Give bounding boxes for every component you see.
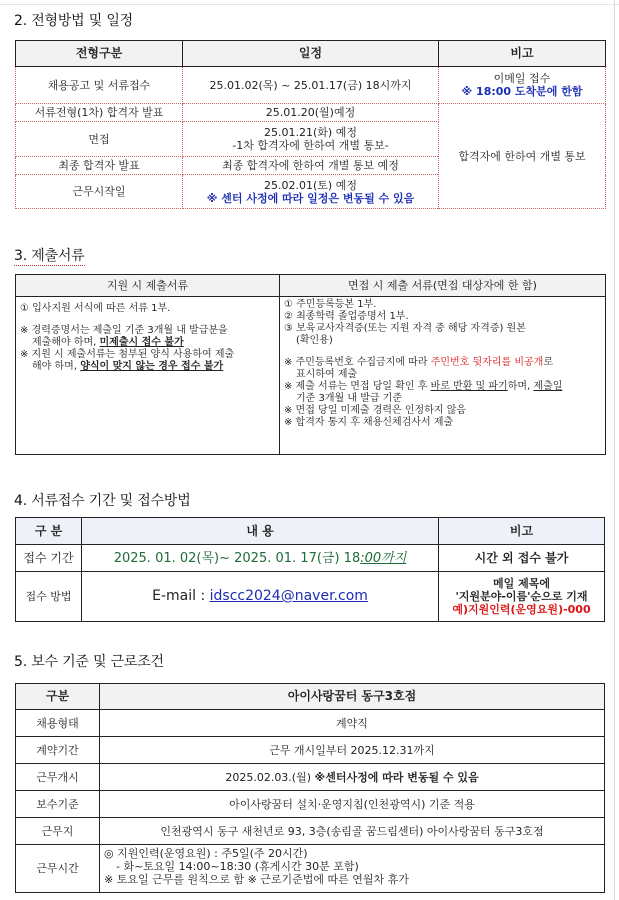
- doc-item: ① 주민등록등본 1부.: [284, 299, 377, 310]
- table-row: [16, 572, 605, 622]
- row-label: 접수 기간: [16, 545, 82, 572]
- row-schedule: [183, 122, 439, 157]
- row-label: 서류전형(1차) 합격자 발표: [16, 104, 183, 122]
- section-4-title: 4. 서류접수 기간 및 접수방법: [14, 493, 191, 509]
- submission-method: [82, 572, 439, 622]
- table-row: [16, 104, 606, 122]
- header-category: 구분: [16, 684, 100, 710]
- doc-note: ※ 경력증명서는 제출일 기준 3개월 내 발급분을: [20, 325, 228, 336]
- row-label: 근무시작일: [16, 175, 183, 209]
- note-deadline: ※ 18:00 도착분에 한함: [461, 85, 583, 98]
- header-note: 비고: [439, 518, 605, 545]
- doc-note: ※ 제출 서류는 면접 당일 확인 후 바로 반환 및 파기하며, 제출일: [284, 381, 563, 392]
- row-label: 계약기간: [16, 737, 100, 764]
- hours-line: - 화~토요일 14:00~18:30 (휴게시간 30분 포함): [116, 860, 359, 873]
- email-label: E-mail :: [152, 588, 210, 604]
- header-category: 전형구분: [16, 41, 183, 67]
- doc-note: 표시하여 제출: [296, 369, 358, 380]
- row-value: 2025.02.03.(월) ※센터사정에 따라 변동될 수 있음: [100, 764, 605, 791]
- row-label: 최종 합격자 발표: [16, 157, 183, 175]
- table-row: [16, 845, 605, 893]
- header-type: 구 분: [16, 518, 82, 545]
- row-label: 채용공고 및 서류접수: [16, 67, 183, 104]
- page-right-edge: [614, 0, 615, 900]
- note-email: 이메일 접수: [493, 72, 551, 85]
- page-top-edge: [0, 0, 619, 5]
- table-row: [16, 764, 605, 791]
- submission-period: 2025. 01. 02(목)~ 2025. 01. 17(금) 18:00까지: [82, 545, 439, 572]
- section-3-title: 3. 제출서류: [14, 248, 85, 264]
- row-schedule: 25.01.20(월)예정: [183, 104, 439, 122]
- row-label: 보수기준: [16, 791, 100, 818]
- header-interview-docs: 면접 시 제출 서류(면접 대상자에 한 함): [280, 275, 606, 297]
- row-label: 근무개시: [16, 764, 100, 791]
- table-row: [16, 545, 605, 572]
- row-value: 근무 개시일부터 2025.12.31까지: [100, 737, 605, 764]
- doc-note: ※ 면접 당일 미제출 경력은 인정하지 않음: [284, 405, 467, 416]
- row-schedule: 최종 합격자에 한하여 개별 통보 예정: [183, 157, 439, 175]
- row-schedule: [183, 175, 439, 209]
- doc-note: 제출해야 하며, 미제출시 접수 불가: [32, 337, 184, 348]
- schedule-line: -1차 합격자에 한하여 개별 통보-: [232, 139, 389, 152]
- row-label: 채용형태: [16, 710, 100, 737]
- schedule-line: 25.01.21(화) 예정: [264, 126, 357, 139]
- interview-docs-cell: [280, 297, 606, 455]
- period-note: 시간 외 접수 불가: [439, 545, 605, 572]
- row-value: 아이사랑꿈터 설치·운영지침(인천광역시) 기준 적용: [100, 791, 605, 818]
- header-center: 아이사랑꿈터 동구3호점: [100, 684, 605, 710]
- conditions-table: [15, 683, 605, 893]
- doc-note: 기준 3개월 내 발급 기준: [296, 393, 403, 404]
- doc-note: ※ 합격자 통지 후 채용신체검사서 제출: [284, 417, 454, 428]
- header-content: 내 용: [82, 518, 439, 545]
- row-label: 근무지: [16, 818, 100, 845]
- submission-table: [15, 517, 605, 622]
- hours-line: ◎ 지원인력(운영요원) : 주5일(주 20시간): [104, 847, 308, 860]
- doc-item: ② 최종학력 졸업증명서 1부.: [284, 311, 409, 322]
- doc-item: (확인용): [296, 335, 333, 346]
- section-5-title: 5. 보수 기준 및 근로조건: [14, 654, 164, 670]
- table-row: [16, 737, 605, 764]
- row-value: 계약직: [100, 710, 605, 737]
- schedule-line: 25.02.01(토) 예정: [264, 178, 357, 192]
- hours-line: ※ 토요일 근무를 원칙으로 함 ※ 근로기준법에 따른 연월차 휴가: [104, 873, 409, 886]
- note-line: '지원분야-이름'순으로 기재: [455, 590, 588, 603]
- doc-item: ① 입사지원 서식에 따른 서류 1부.: [20, 303, 171, 314]
- note-line: 메일 제목에: [493, 577, 550, 590]
- section-2-title: 2. 전형방법 및 일정: [14, 13, 133, 29]
- row-note: [439, 67, 606, 104]
- doc-note: 해야 하며, 양식이 맞지 않는 경우 접수 불가: [32, 361, 224, 372]
- table-row: [16, 791, 605, 818]
- doc-note: ※ 주민등록번호 수집금지에 따라 주민번호 뒷자리를 비공개로: [284, 357, 553, 368]
- row-label: 근무시간: [16, 845, 100, 893]
- table-row: [16, 818, 605, 845]
- note-example: 예)지원인력(운영요원)-000: [452, 603, 591, 616]
- header-schedule: 일정: [183, 41, 439, 67]
- schedule-warning: ※ 센터 사정에 따라 일정은 변동될 수 있음: [206, 191, 415, 205]
- doc-item: ③ 보육교사자격증(또는 지원 자격 중 해당 자격증) 원본: [284, 323, 526, 334]
- row-label: 면접: [16, 122, 183, 157]
- email-link[interactable]: idscc2024@naver.com: [209, 588, 368, 604]
- row-label: 접수 방법: [16, 572, 82, 622]
- documents-table: [15, 274, 606, 455]
- doc-note: ※ 지원 시 제출서류는 첨부된 양식 사용하여 제출: [20, 349, 235, 360]
- application-docs-cell: [16, 297, 280, 455]
- row-value: 인천광역시 동구 새천년로 93, 3층(송림골 꿈드림센터) 아이사랑꿈터 동구3호점: [100, 818, 605, 845]
- header-note: 비고: [439, 41, 606, 67]
- merged-note: 합격자에 한하여 개별 통보: [439, 104, 606, 209]
- header-application-docs: 지원 시 제출서류: [16, 275, 280, 297]
- work-hours-cell: [100, 845, 605, 893]
- row-schedule: 25.01.02(목) ~ 25.01.17(금) 18시까지: [183, 67, 439, 104]
- method-note: [439, 572, 605, 622]
- table-row: [16, 710, 605, 737]
- table-row: [16, 67, 606, 104]
- schedule-table: [15, 40, 606, 209]
